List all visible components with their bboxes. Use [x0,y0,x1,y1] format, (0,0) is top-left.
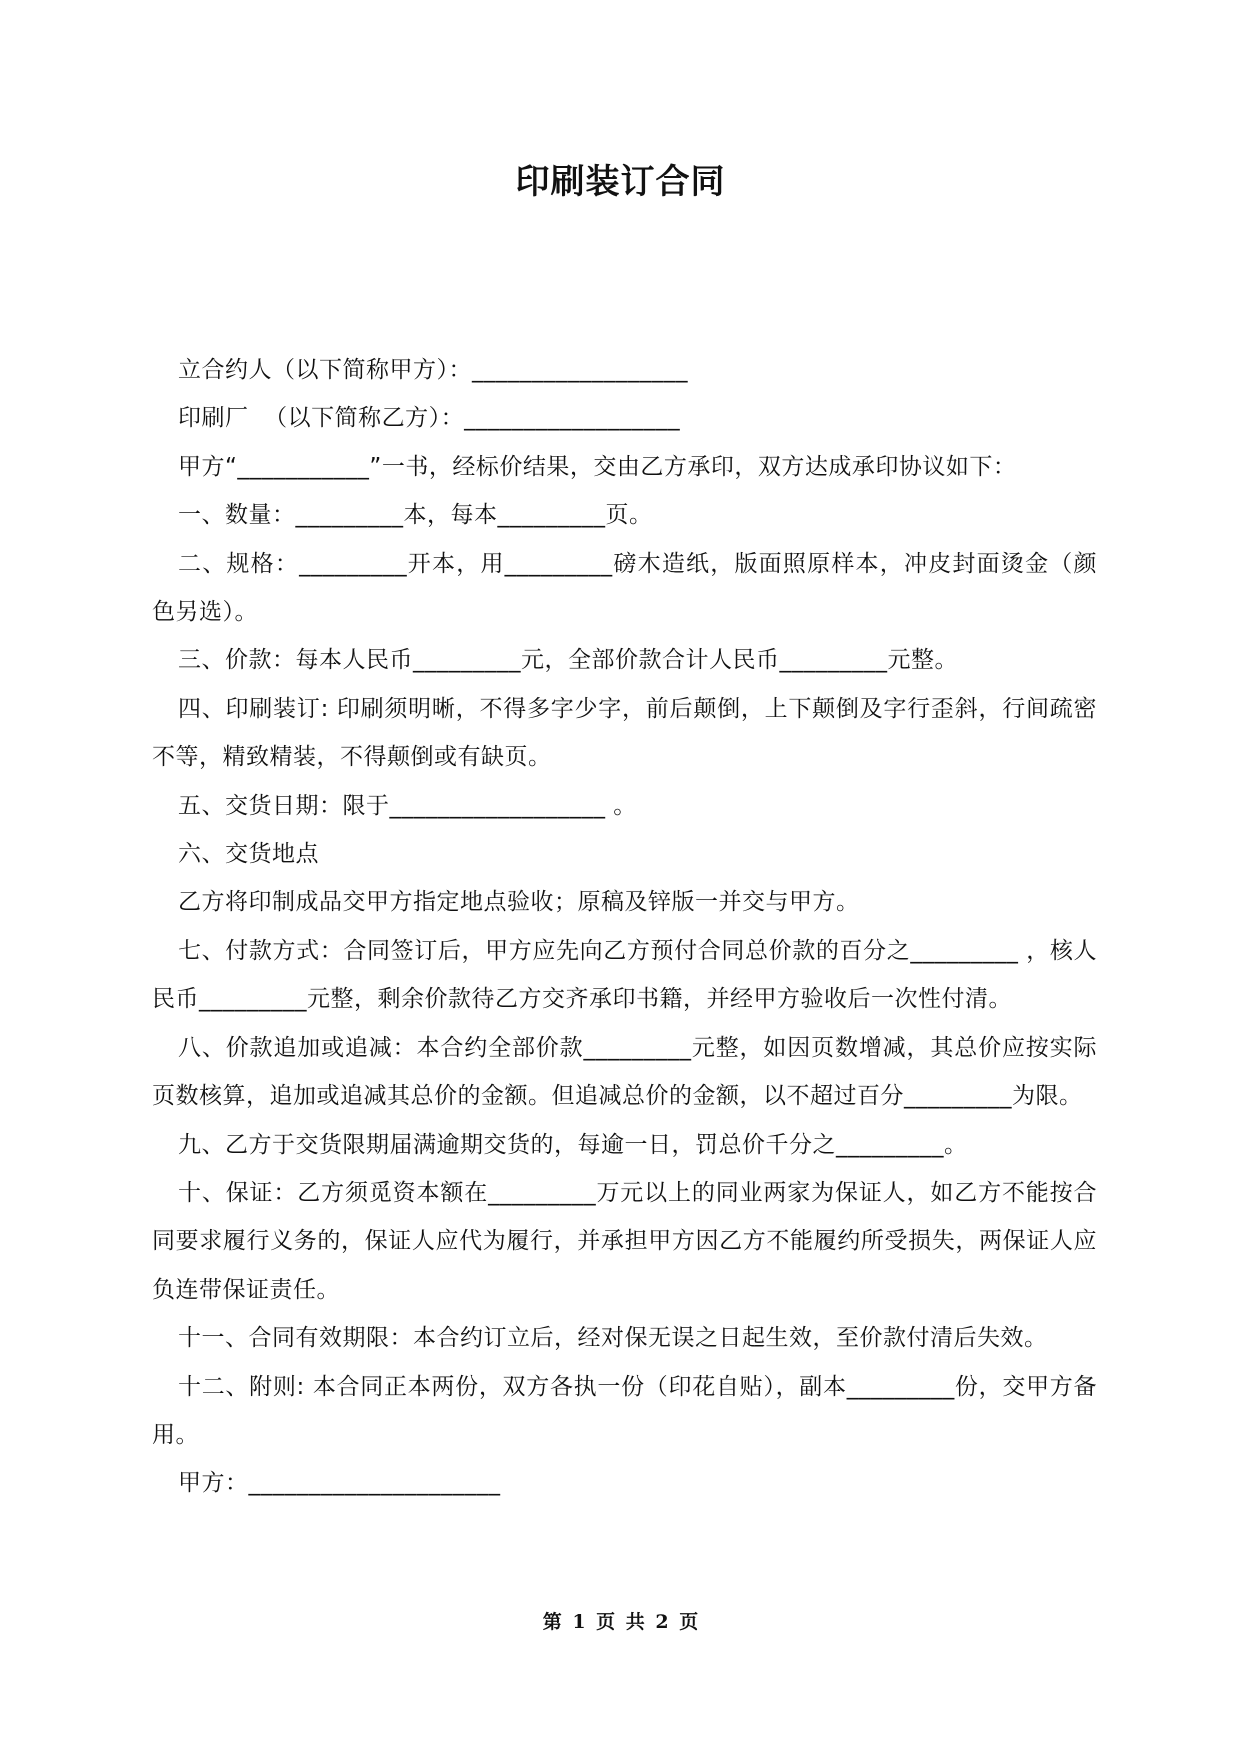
page-footer: 第 1 页 共 2 页 [542,1611,699,1633]
clause-guarantee: 十、保证：乙方须觅资本额在_________万元以上的同业两家为保证人，如乙方不能按合同要求履行义务的，保证人应代为履行，并承担甲方因乙方不能履约所受损失，两保证人应负连带保证责任。 [152,1179,1097,1303]
clause-payment: 七、付款方式：合同签订后，甲方应先向乙方预付合同总价款的百分之_________ ，核人民币_________元整，剩余价款待乙方交齐承印书籍，并经甲方验收后一次性付清。 [152,937,1097,1013]
clause-quantity: 一、数量：_________本，每本_________页。 [178,502,653,529]
clause-specification: 二、规格：_________开本，用_________磅木造纸，版面照原样本，冲皮封面烫金（颜色另选）。 [152,550,1097,626]
clause-printing-binding: 四、印刷装订: 印刷须明晰，不得多字少字，前后颠倒，上下颠倒及字行歪斜，行间疏密不等，精致精装，不得颠倒或有缺页。 [152,695,1097,771]
clause-price-adjustment: 八、价款追加或追减：本合约全部价款_________元整，如因页数增减，其总价应按实际页数核算，追加或追减其总价的金额。但追减总价的金额，以不超过百分_________为限。 [152,1034,1097,1110]
clause-delivery-place: 六、交货地点 [178,841,319,868]
clause-supplementary: 十二、附则: 本合同正本两份，双方各执一份（印花自贴），副本_________份，交甲方备用。 [152,1373,1097,1448]
clause-delivery-place-detail: 乙方将印制成品交甲方指定地点验收；原稿及锌版一并交与甲方。 [178,889,860,916]
clause-validity: 十一、合同有效期限：本合约订立后，经对保无误之日起生效，至价款付清后失效。 [178,1325,1048,1352]
preamble-paragraph: 甲方“___________”一书，经标价结果，交由乙方承印，双方达成承印协议如下： [178,453,1017,480]
party-b-line: 印刷厂 （以下简称乙方）：__________________ [178,405,681,432]
clause-late-penalty: 九、乙方于交货限期届满逾期交货的，每逾一日，罚总价千分之_________。 [178,1131,968,1158]
contract-body [152,346,1097,1508]
party-a-signature-line: 甲方：_____________________ [178,1470,501,1497]
clause-price: 三、价款：每本人民币_________元，全部价款合计人民币_________元整。 [178,647,958,674]
clause-delivery-date: 五、交货日期：限于__________________ 。 [178,792,637,819]
document-title: 印刷装订合同 [515,162,726,202]
party-a-line: 立合约人（以下简称甲方）：__________________ [178,357,688,383]
